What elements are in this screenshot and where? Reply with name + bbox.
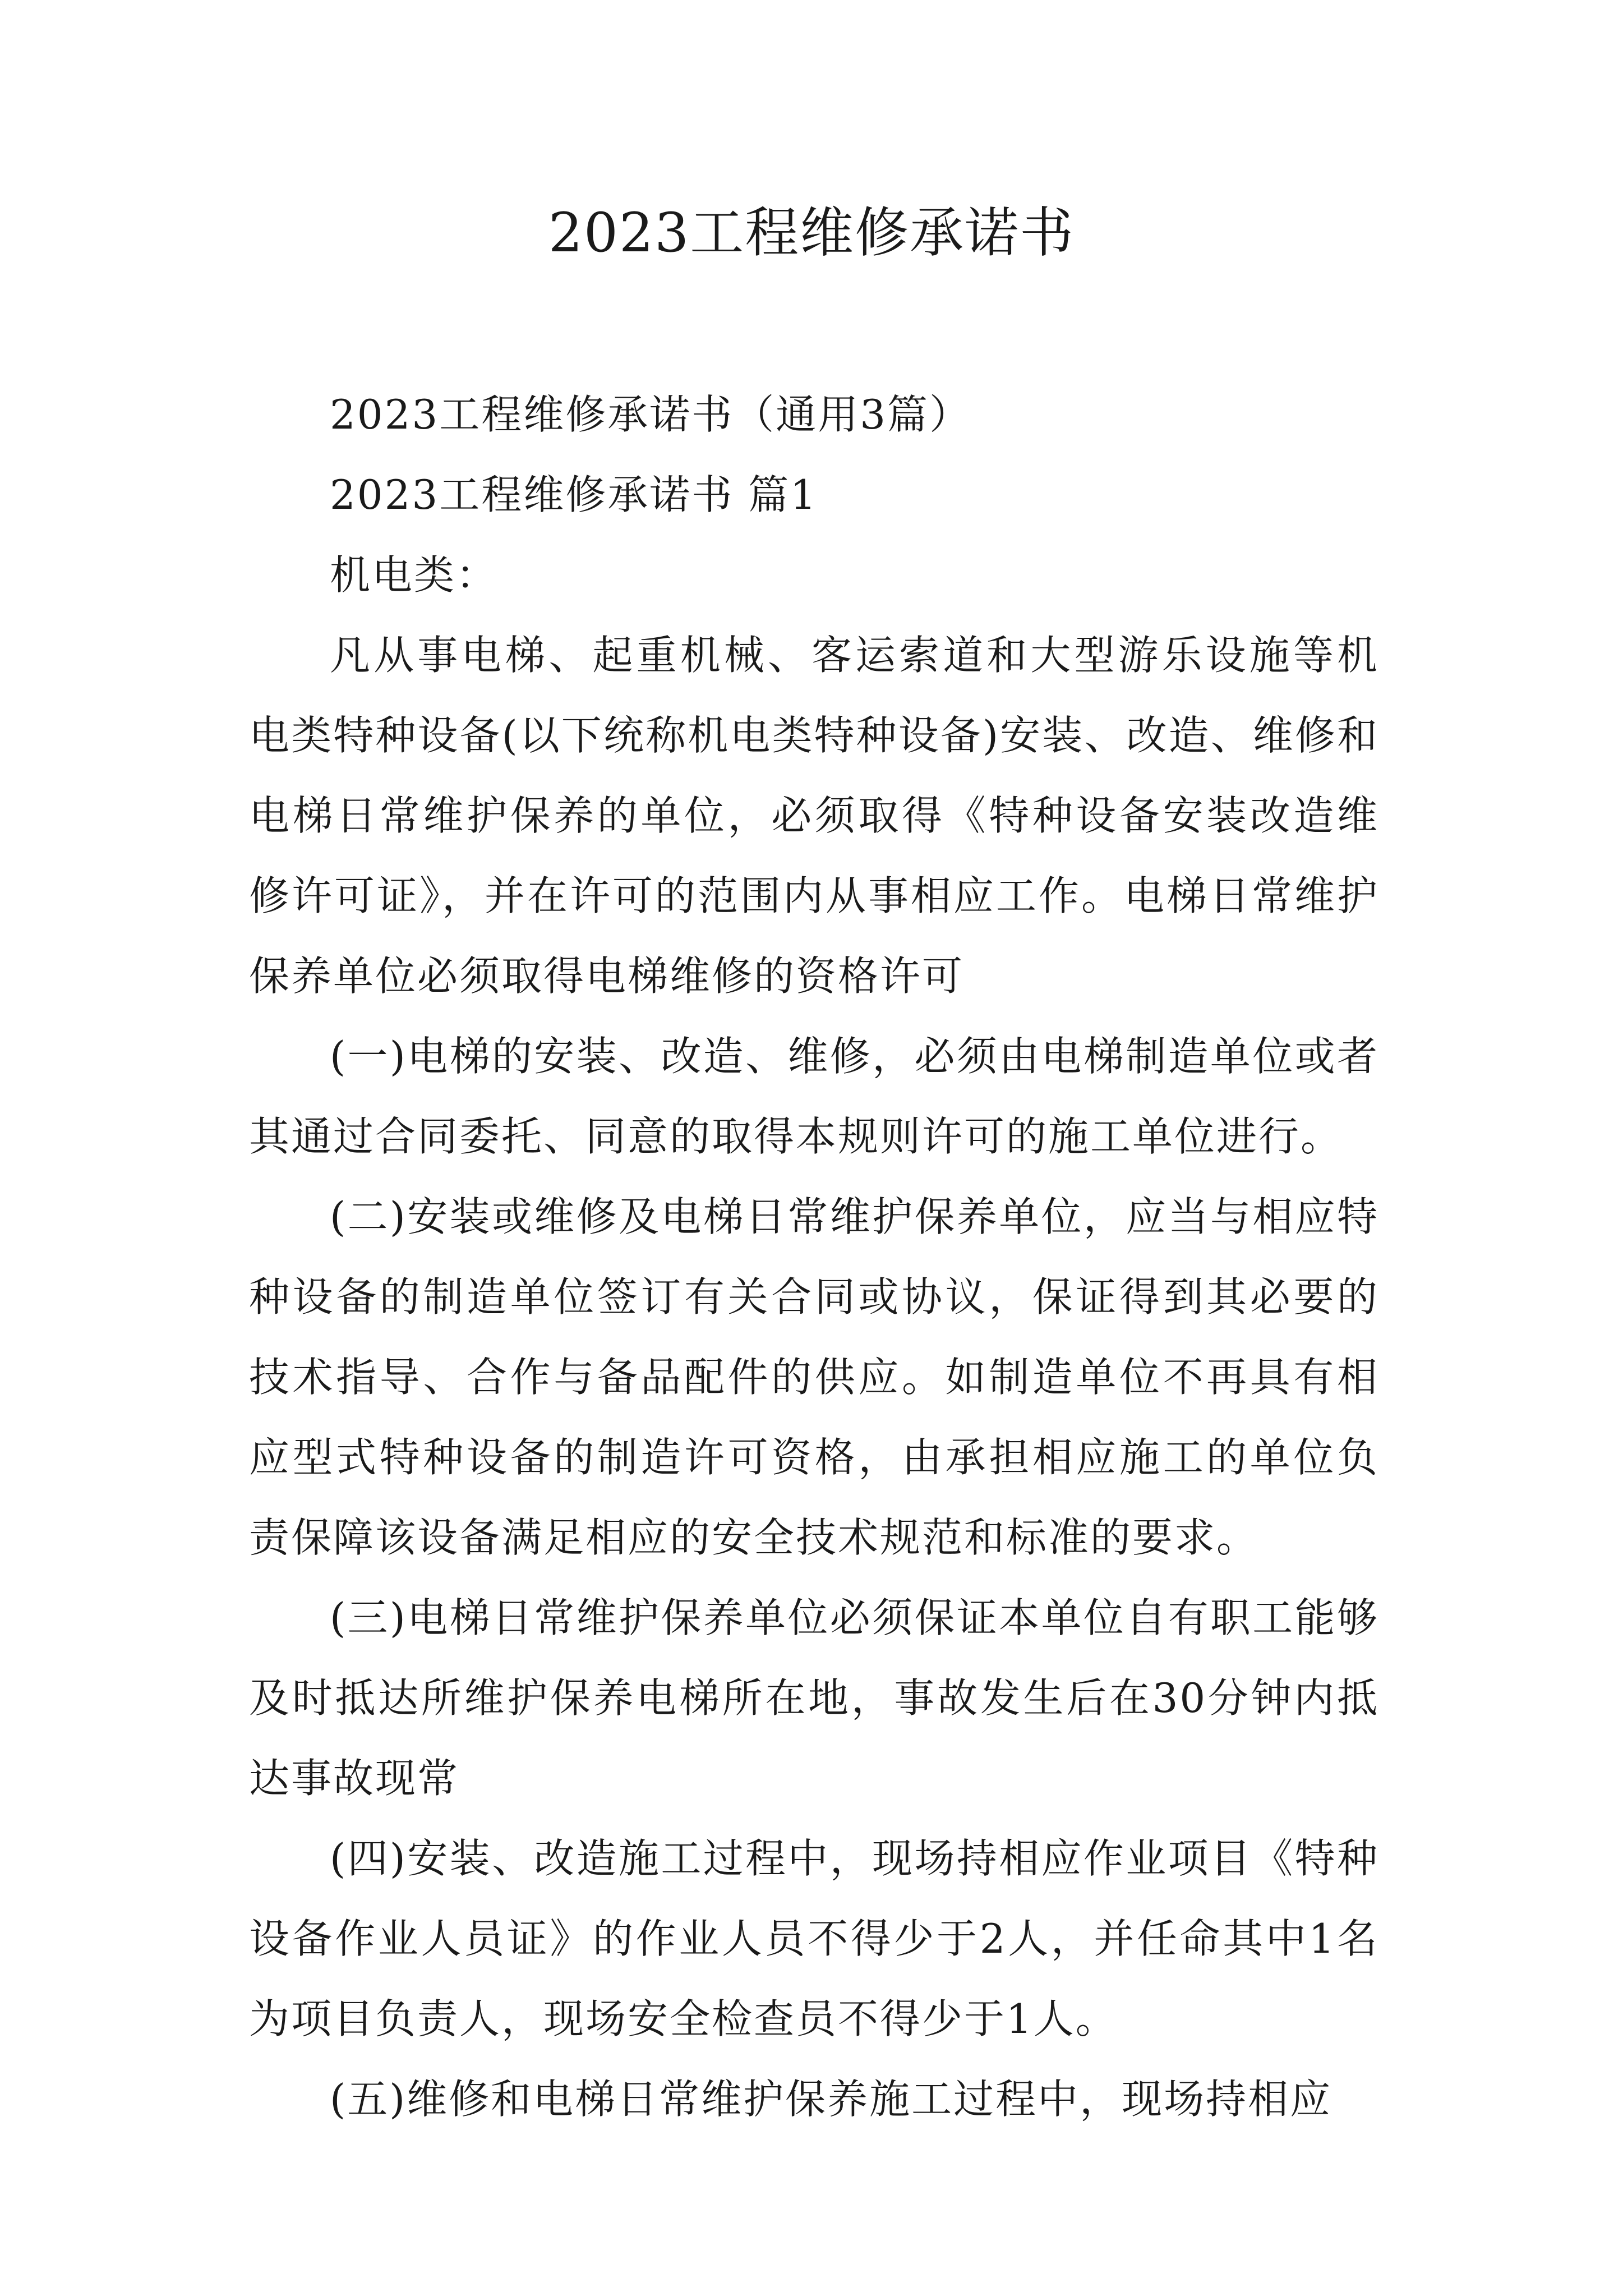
clause-4: (四)安装、改造施工过程中，现场持相应作业项目《特种设备作业人员证》的作业人员不得少于2人，并任命其中1名为项目负责人，现场安全检查员不得少于1人。 <box>249 1835 1379 2042</box>
document-title: 2023工程维修承诺书 <box>548 201 1075 264</box>
subtitle-paragraph: 2023工程维修承诺书（通用3篇） <box>330 391 972 438</box>
clause-5: (五)维修和电梯日常维护保养施工过程中，现场持相应 <box>330 2076 1332 2123</box>
clause-1: (一)电梯的安装、改造、维修，必须由电梯制造单位或者其通过合同委托、同意的取得本规则许可的施工单位进行。 <box>249 1033 1379 1160</box>
clause-2: (二)安装或维修及电梯日常维护保养单位，应当与相应特种设备的制造单位签订有关合同或协议，保证得到其必要的技术指导、合作与备品配件的供应。如制造单位不再具有相应型式特种设备的制造许可资格，由承担相应施工的单位负责保障该设备满足相应的安全技术规范和标准的要求。 <box>249 1193 1379 1561</box>
clause-3: (三)电梯日常维护保养单位必须保证本单位自有职工能够及时抵达所维护保养电梯所在地，事故发生后在30分钟内抵达事故现常 <box>249 1594 1379 1802</box>
category-label: 机电类： <box>330 551 499 599</box>
document-body <box>249 375 1379 2139</box>
body-paragraph: 凡从事电梯、起重机械、客运索道和大型游乐设施等机电类特种设备(以下统称机电类特种设备)安装、改造、维修和电梯日常维护保养的单位，必须取得《特种设备安装改造维修许可证》，并在许可的范围内从事相应工作。电梯日常维护保养单位必须取得电梯维修的资格许可 <box>249 632 1379 1000</box>
section-heading: 2023工程维修承诺书 篇1 <box>330 471 818 518</box>
